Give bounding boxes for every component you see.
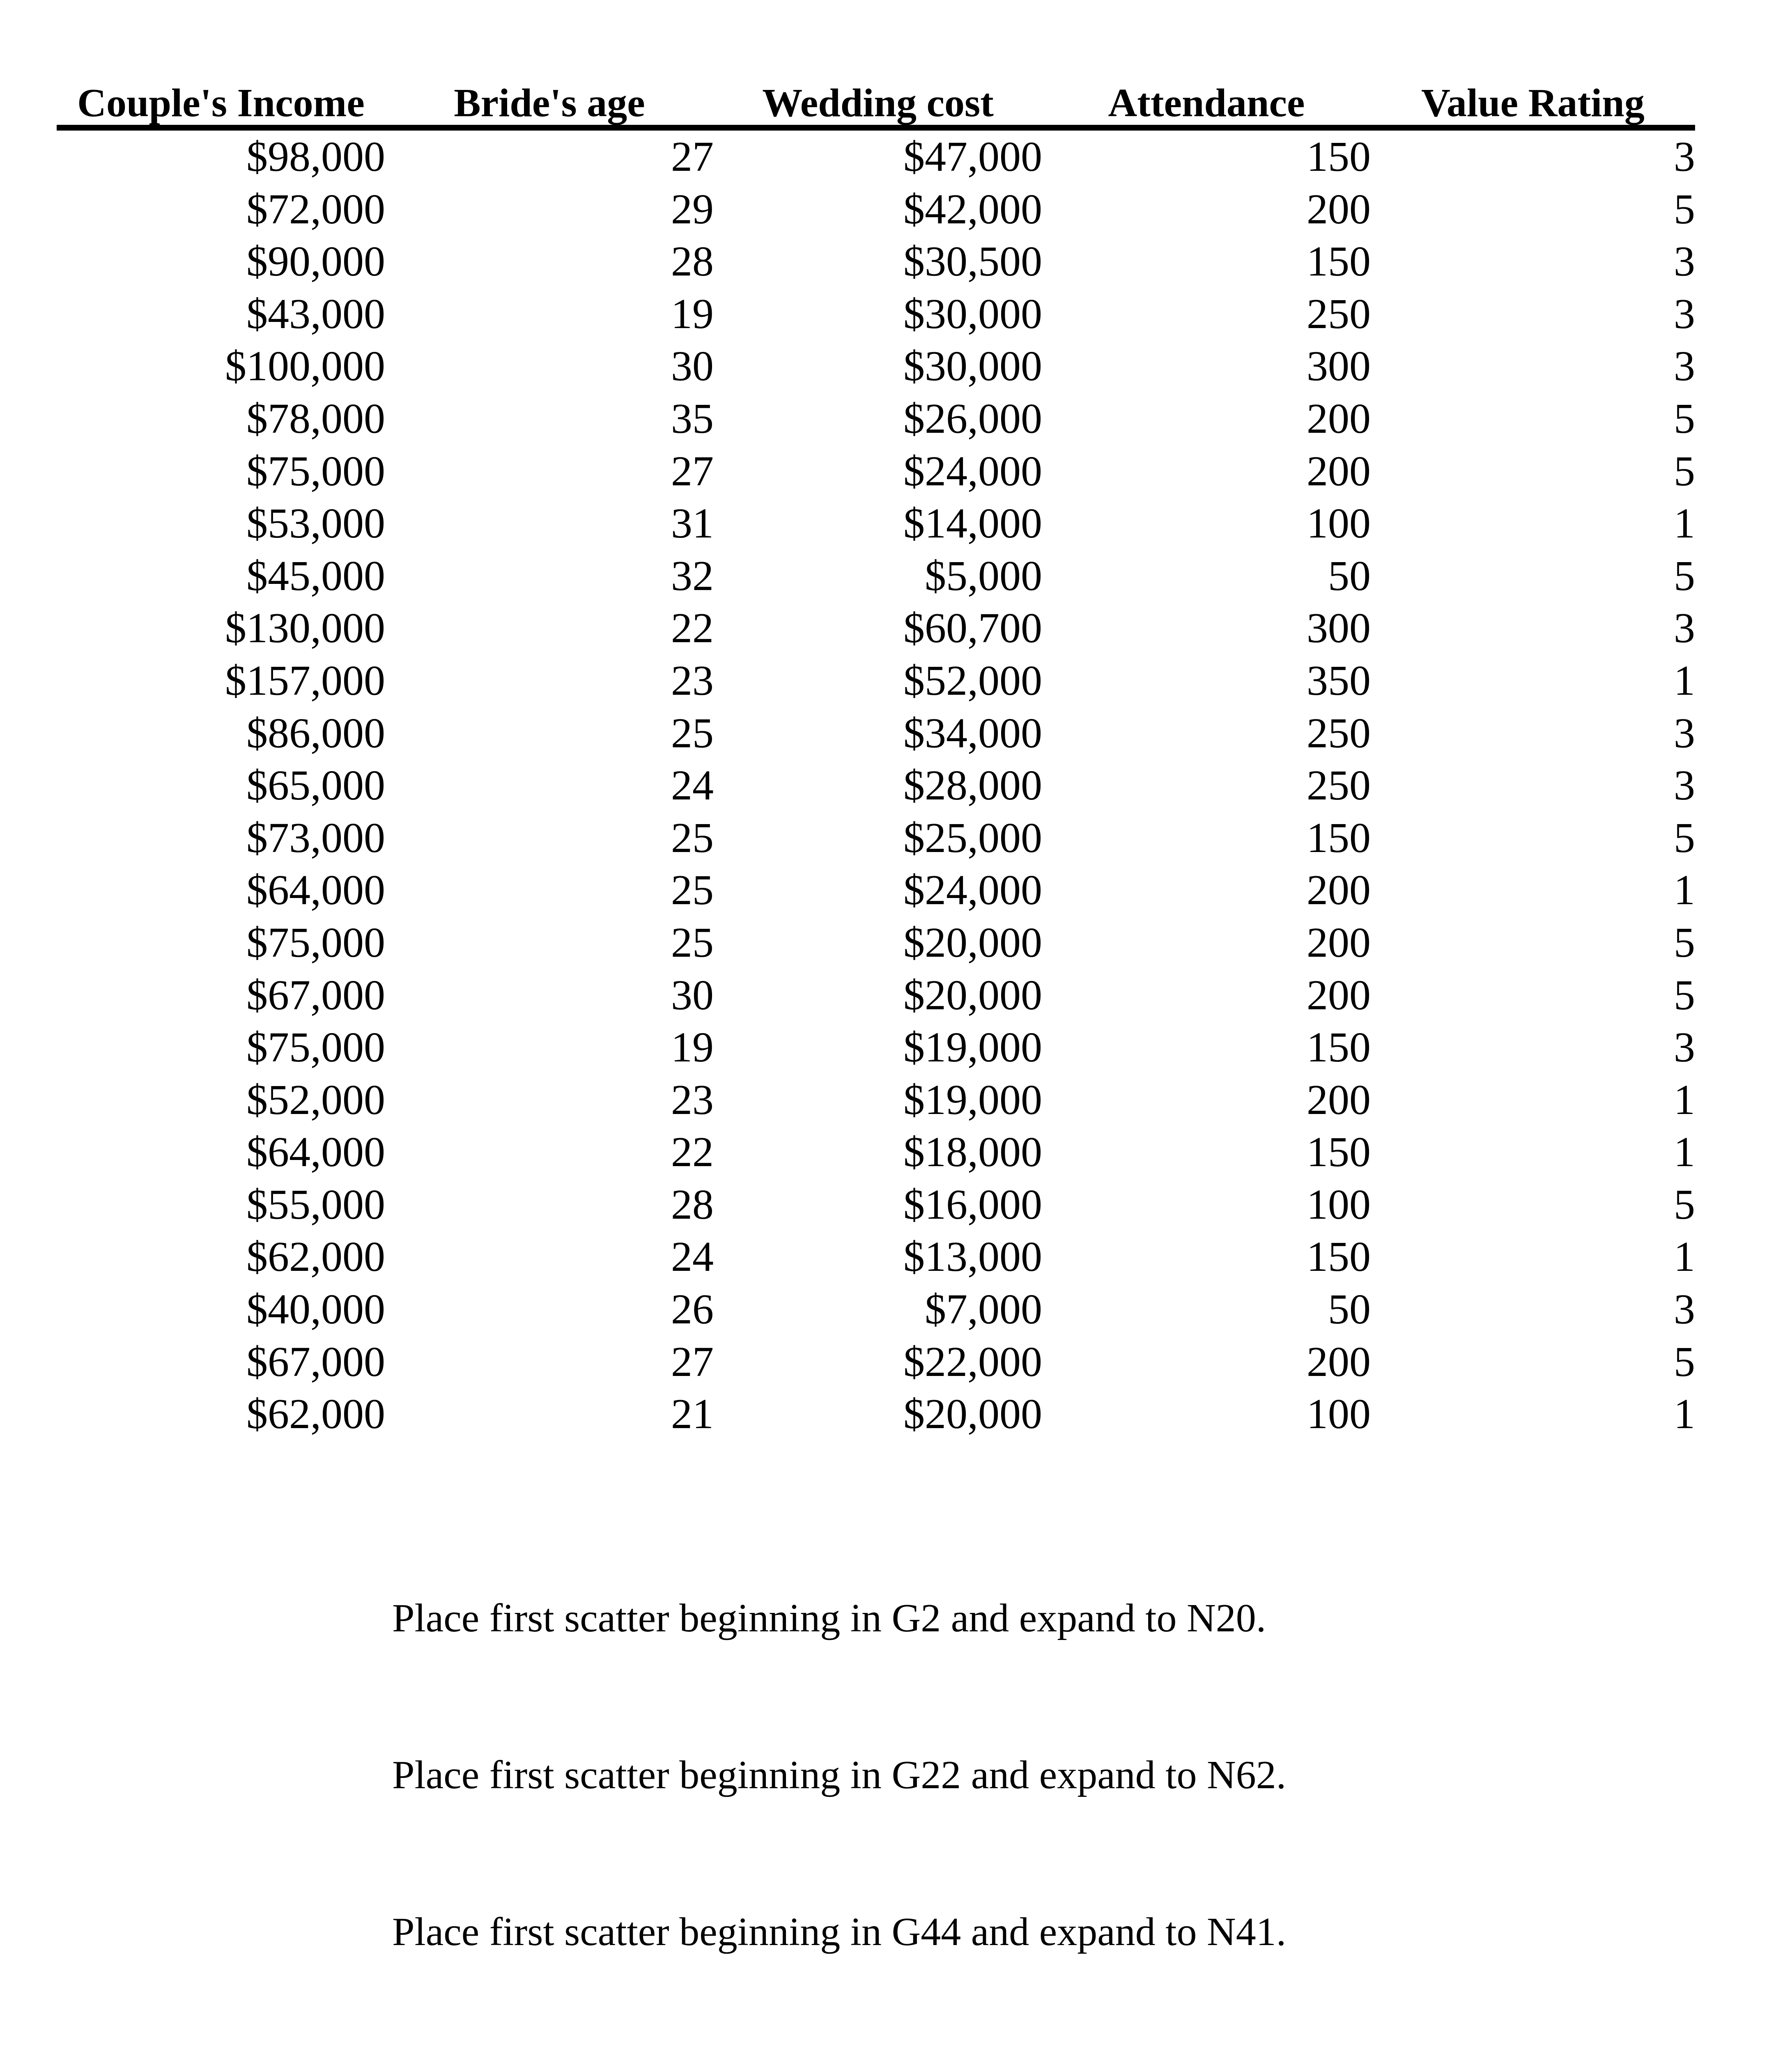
attendance-cell: 150 xyxy=(1307,1128,1371,1176)
couples-income-cell: $45,000 xyxy=(246,552,385,599)
wedding-cost-cell: $16,000 xyxy=(903,1181,1042,1228)
brides-age-cell: 24 xyxy=(671,762,714,809)
wedding-cost-cell: $42,000 xyxy=(903,185,1042,233)
table-header xyxy=(57,66,1695,128)
value-rating-cell: 5 xyxy=(1674,919,1695,966)
brides-age-cell: 22 xyxy=(671,1128,714,1176)
attendance-cell: 100 xyxy=(1307,500,1371,547)
couples-income-cell: $40,000 xyxy=(246,1286,385,1333)
wedding-cost-cell: $22,000 xyxy=(903,1338,1042,1385)
value-rating-cell: 3 xyxy=(1674,709,1695,757)
wedding-cost-cell: $60,700 xyxy=(903,604,1042,652)
value-rating-cell: 3 xyxy=(1674,238,1695,285)
wedding-cost-cell: $30,000 xyxy=(903,290,1042,338)
couples-income-cell: $130,000 xyxy=(225,604,385,652)
value-rating-cell: 5 xyxy=(1674,552,1695,599)
instruction-note-2: Place first scatter beginning in G22 and expand to N62. xyxy=(392,1753,1287,1797)
attendance-cell: 200 xyxy=(1307,866,1371,914)
table-row xyxy=(57,288,1695,340)
attendance-cell: 200 xyxy=(1307,1338,1371,1385)
value-rating-cell: 3 xyxy=(1674,1286,1695,1333)
value-rating-cell: 5 xyxy=(1674,1338,1695,1385)
instruction-note-3: Place first scatter beginning in G44 and expand to N41. xyxy=(392,1910,1287,1954)
couples-income-header: Couple's Income xyxy=(57,66,385,128)
couples-income-cell: $98,000 xyxy=(246,133,385,180)
couples-income-cell: $53,000 xyxy=(246,500,385,547)
attendance-cell: 150 xyxy=(1307,814,1371,861)
table-row xyxy=(57,864,1695,916)
table-row xyxy=(57,1231,1695,1283)
brides-age-cell: 22 xyxy=(671,604,714,652)
couples-income-cell: $72,000 xyxy=(246,185,385,233)
value-rating-cell: 1 xyxy=(1674,866,1695,914)
attendance-cell: 150 xyxy=(1307,1233,1371,1281)
brides-age-cell: 25 xyxy=(671,709,714,757)
wedding-cost-cell: $30,000 xyxy=(903,342,1042,390)
brides-age-cell: 28 xyxy=(671,1181,714,1228)
value-rating-cell: 5 xyxy=(1674,1181,1695,1228)
value-rating-header: Value Rating xyxy=(1371,66,1695,128)
brides-age-cell: 25 xyxy=(671,919,714,966)
couples-income-cell: $62,000 xyxy=(246,1390,385,1438)
wedding-cost-cell: $20,000 xyxy=(903,1390,1042,1438)
attendance-cell: 200 xyxy=(1307,971,1371,1019)
table-row xyxy=(57,1388,1695,1440)
brides-age-header: Bride's age xyxy=(385,66,714,128)
couples-income-cell: $65,000 xyxy=(246,762,385,809)
couples-income-cell: $100,000 xyxy=(225,342,385,390)
brides-age-cell: 30 xyxy=(671,971,714,1019)
brides-age-cell: 21 xyxy=(671,1390,714,1438)
couples-income-cell: $90,000 xyxy=(246,238,385,285)
couples-income-cell: $86,000 xyxy=(246,709,385,757)
table-row xyxy=(57,1074,1695,1126)
wedding-data-table xyxy=(57,66,1695,1440)
attendance-cell: 100 xyxy=(1307,1390,1371,1438)
brides-age-cell: 26 xyxy=(671,1286,714,1333)
value-rating-cell: 3 xyxy=(1674,133,1695,180)
couples-income-cell: $64,000 xyxy=(246,866,385,914)
table-body xyxy=(57,128,1695,1440)
value-rating-cell: 5 xyxy=(1674,185,1695,233)
value-rating-cell: 5 xyxy=(1674,814,1695,861)
attendance-cell: 200 xyxy=(1307,447,1371,495)
value-rating-cell: 5 xyxy=(1674,971,1695,1019)
wedding-cost-cell: $7,000 xyxy=(925,1286,1042,1333)
value-rating-cell: 5 xyxy=(1674,395,1695,442)
table-row xyxy=(57,707,1695,760)
attendance-cell: 200 xyxy=(1307,919,1371,966)
table-row xyxy=(57,1178,1695,1231)
table-row xyxy=(57,340,1695,393)
couples-income-cell: $55,000 xyxy=(246,1181,385,1228)
table-row xyxy=(57,235,1695,288)
brides-age-cell: 30 xyxy=(671,342,714,390)
attendance-cell: 150 xyxy=(1307,133,1371,180)
value-rating-cell: 1 xyxy=(1674,1128,1695,1176)
attendance-cell: 200 xyxy=(1307,395,1371,442)
wedding-cost-cell: $13,000 xyxy=(903,1233,1042,1281)
couples-income-cell: $52,000 xyxy=(246,1076,385,1123)
table-row xyxy=(57,183,1695,236)
value-rating-cell: 1 xyxy=(1674,1233,1695,1281)
table-row xyxy=(57,445,1695,498)
wedding-cost-cell: $20,000 xyxy=(903,919,1042,966)
wedding-cost-cell: $52,000 xyxy=(903,657,1042,704)
wedding-cost-header: Wedding cost xyxy=(714,66,1042,128)
wedding-cost-cell: $24,000 xyxy=(903,866,1042,914)
wedding-cost-cell: $30,500 xyxy=(903,238,1042,285)
value-rating-cell: 1 xyxy=(1674,657,1695,704)
wedding-cost-cell: $20,000 xyxy=(903,971,1042,1019)
value-rating-cell: 3 xyxy=(1674,1024,1695,1071)
wedding-cost-cell: $14,000 xyxy=(903,500,1042,547)
attendance-cell: 150 xyxy=(1307,1024,1371,1071)
table-row xyxy=(57,1126,1695,1178)
brides-age-cell: 25 xyxy=(671,814,714,861)
table-row xyxy=(57,1336,1695,1388)
table-row xyxy=(57,128,1695,183)
brides-age-cell: 31 xyxy=(671,500,714,547)
wedding-cost-cell: $24,000 xyxy=(903,447,1042,495)
attendance-cell: 250 xyxy=(1307,290,1371,338)
table-row xyxy=(57,602,1695,655)
value-rating-cell: 1 xyxy=(1674,500,1695,547)
brides-age-cell: 19 xyxy=(671,290,714,338)
wedding-cost-cell: $19,000 xyxy=(903,1076,1042,1123)
attendance-cell: 50 xyxy=(1328,1286,1371,1333)
couples-income-cell: $157,000 xyxy=(225,657,385,704)
couples-income-cell: $43,000 xyxy=(246,290,385,338)
couples-income-cell: $75,000 xyxy=(246,447,385,495)
value-rating-cell: 5 xyxy=(1674,447,1695,495)
table-row xyxy=(57,759,1695,812)
couples-income-cell: $78,000 xyxy=(246,395,385,442)
table-row xyxy=(57,393,1695,445)
brides-age-cell: 35 xyxy=(671,395,714,442)
instruction-note-1: Place first scatter beginning in G2 and expand to N20. xyxy=(392,1596,1266,1640)
wedding-cost-cell: $5,000 xyxy=(925,552,1042,599)
couples-income-cell: $67,000 xyxy=(246,971,385,1019)
couples-income-cell: $62,000 xyxy=(246,1233,385,1281)
value-rating-cell: 1 xyxy=(1674,1390,1695,1438)
couples-income-cell: $64,000 xyxy=(246,1128,385,1176)
attendance-cell: 100 xyxy=(1307,1181,1371,1228)
table-row xyxy=(57,497,1695,550)
couples-income-cell: $75,000 xyxy=(246,1024,385,1071)
attendance-cell: 50 xyxy=(1328,552,1371,599)
attendance-cell: 250 xyxy=(1307,709,1371,757)
value-rating-cell: 3 xyxy=(1674,290,1695,338)
couples-income-cell: $67,000 xyxy=(246,1338,385,1385)
table-row xyxy=(57,655,1695,707)
value-rating-cell: 3 xyxy=(1674,604,1695,652)
attendance-cell: 250 xyxy=(1307,762,1371,809)
wedding-cost-cell: $34,000 xyxy=(903,709,1042,757)
wedding-cost-cell: $19,000 xyxy=(903,1024,1042,1071)
table-row xyxy=(57,1283,1695,1336)
couples-income-cell: $73,000 xyxy=(246,814,385,861)
brides-age-cell: 32 xyxy=(671,552,714,599)
value-rating-cell: 3 xyxy=(1674,762,1695,809)
wedding-cost-cell: $26,000 xyxy=(903,395,1042,442)
attendance-cell: 200 xyxy=(1307,1076,1371,1123)
brides-age-cell: 23 xyxy=(671,657,714,704)
couples-income-cell: $75,000 xyxy=(246,919,385,966)
brides-age-cell: 25 xyxy=(671,866,714,914)
brides-age-cell: 29 xyxy=(671,185,714,233)
value-rating-cell: 3 xyxy=(1674,342,1695,390)
wedding-cost-cell: $28,000 xyxy=(903,762,1042,809)
table-row xyxy=(57,550,1695,602)
brides-age-cell: 24 xyxy=(671,1233,714,1281)
brides-age-cell: 27 xyxy=(671,1338,714,1385)
wedding-cost-cell: $47,000 xyxy=(903,133,1042,180)
attendance-cell: 300 xyxy=(1307,342,1371,390)
brides-age-cell: 23 xyxy=(671,1076,714,1123)
table-row xyxy=(57,916,1695,969)
brides-age-cell: 27 xyxy=(671,447,714,495)
brides-age-cell: 19 xyxy=(671,1024,714,1071)
table-row xyxy=(57,812,1695,864)
value-rating-cell: 1 xyxy=(1674,1076,1695,1123)
attendance-cell: 200 xyxy=(1307,185,1371,233)
brides-age-cell: 27 xyxy=(671,133,714,180)
attendance-cell: 300 xyxy=(1307,604,1371,652)
header-row xyxy=(57,66,1695,128)
attendance-cell: 150 xyxy=(1307,238,1371,285)
attendance-header: Attendance xyxy=(1042,66,1371,128)
wedding-cost-cell: $18,000 xyxy=(903,1128,1042,1176)
brides-age-cell: 28 xyxy=(671,238,714,285)
wedding-cost-cell: $25,000 xyxy=(903,814,1042,861)
table-row xyxy=(57,1021,1695,1074)
table-row xyxy=(57,969,1695,1022)
attendance-cell: 350 xyxy=(1307,657,1371,704)
